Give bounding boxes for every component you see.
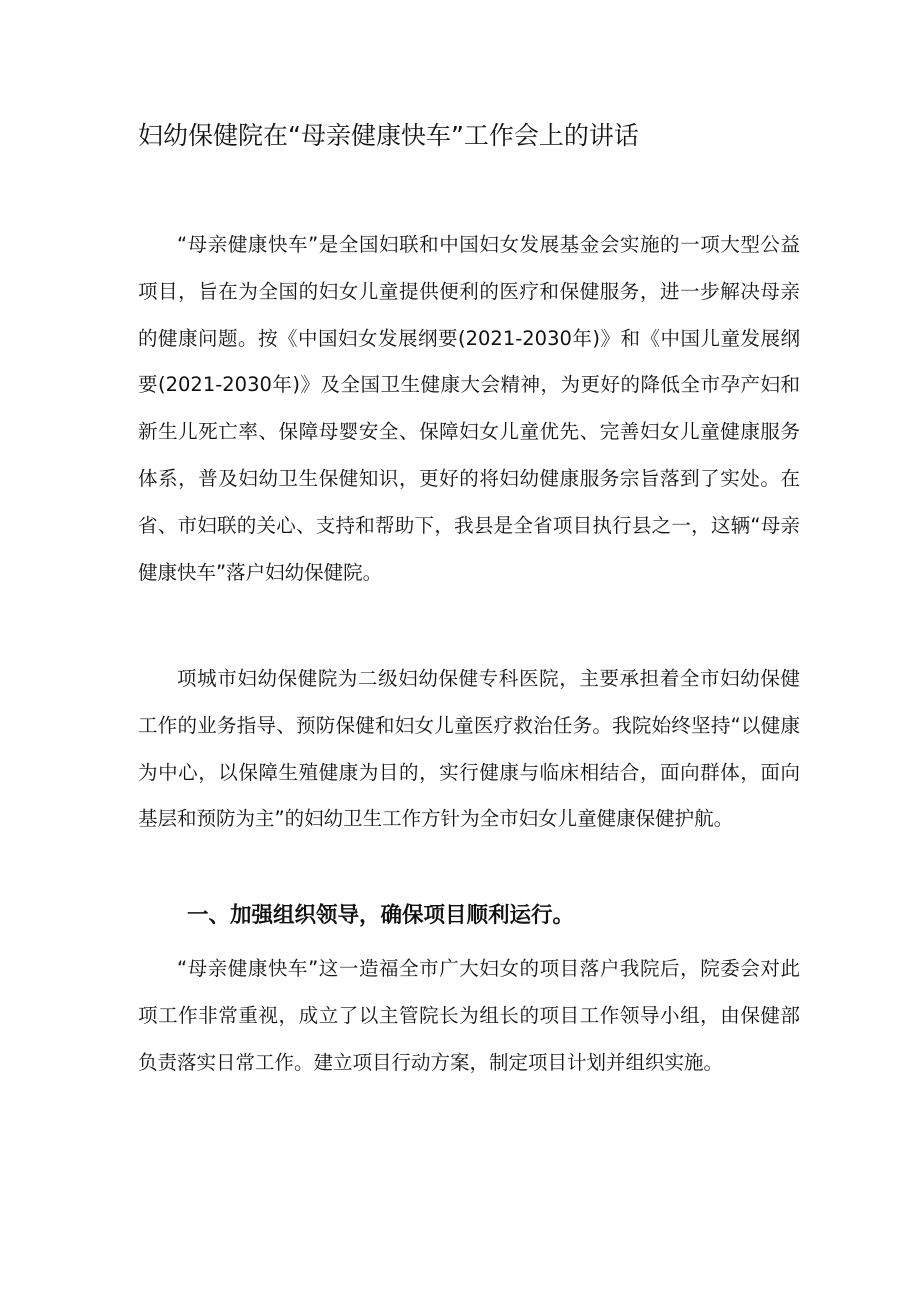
paragraph-intro: “母亲健康快车”是全国妇联和中国妇女发展基金会实施的一项大型公益项目，旨在为全国的妇女儿童提供便利的医疗和保健服务，进一步解决母亲的健康问题。按《中国妇女发展纲要(2021-2030年)》和《中国儿童发展纲要(2021-2030年)》及全国卫生健康大会精神，为更好的降低全市孕产妇和新生儿死亡率、保障母婴安全、保障妇女儿童优先、完善妇女儿童健康服务体系，普及妇幼卫生保健知识，更好的将妇幼健康服务宗旨落到了实处。在省、市妇联的关心、支持和帮助下，我县是全省项目执行县之一，这辆“母亲健康快车”落户妇幼保健院。	[138, 233, 800, 584]
document-title: 妇幼保健院在“母亲健康快车”工作会上的讲话	[138, 121, 639, 150]
paragraph-hospital-overview: 项城市妇幼保健院为二级妇幼保健专科医院，主要承担着全市妇幼保健工作的业务指导、预防保健和妇女儿童医疗救治任务。我院始终坚持“以健康为中心，以保障生殖健康为目的，实行健康与临床相结合，面向群体，面向基层和预防为主”的妇幼卫生工作方针为全市妇女儿童健康保健护航。	[138, 667, 800, 831]
section-heading-1: 一、加强组织领导，确保项目顺利运行。	[187, 903, 575, 928]
paragraph-organization: “母亲健康快车”这一造福全市广大妇女的项目落户我院后，院委会对此项工作非常重视，成立了以主管院长为组长的项目工作领导小组，由保健部负责落实日常工作。建立项目行动方案，制定项目计划并组织实施。	[138, 957, 800, 1074]
